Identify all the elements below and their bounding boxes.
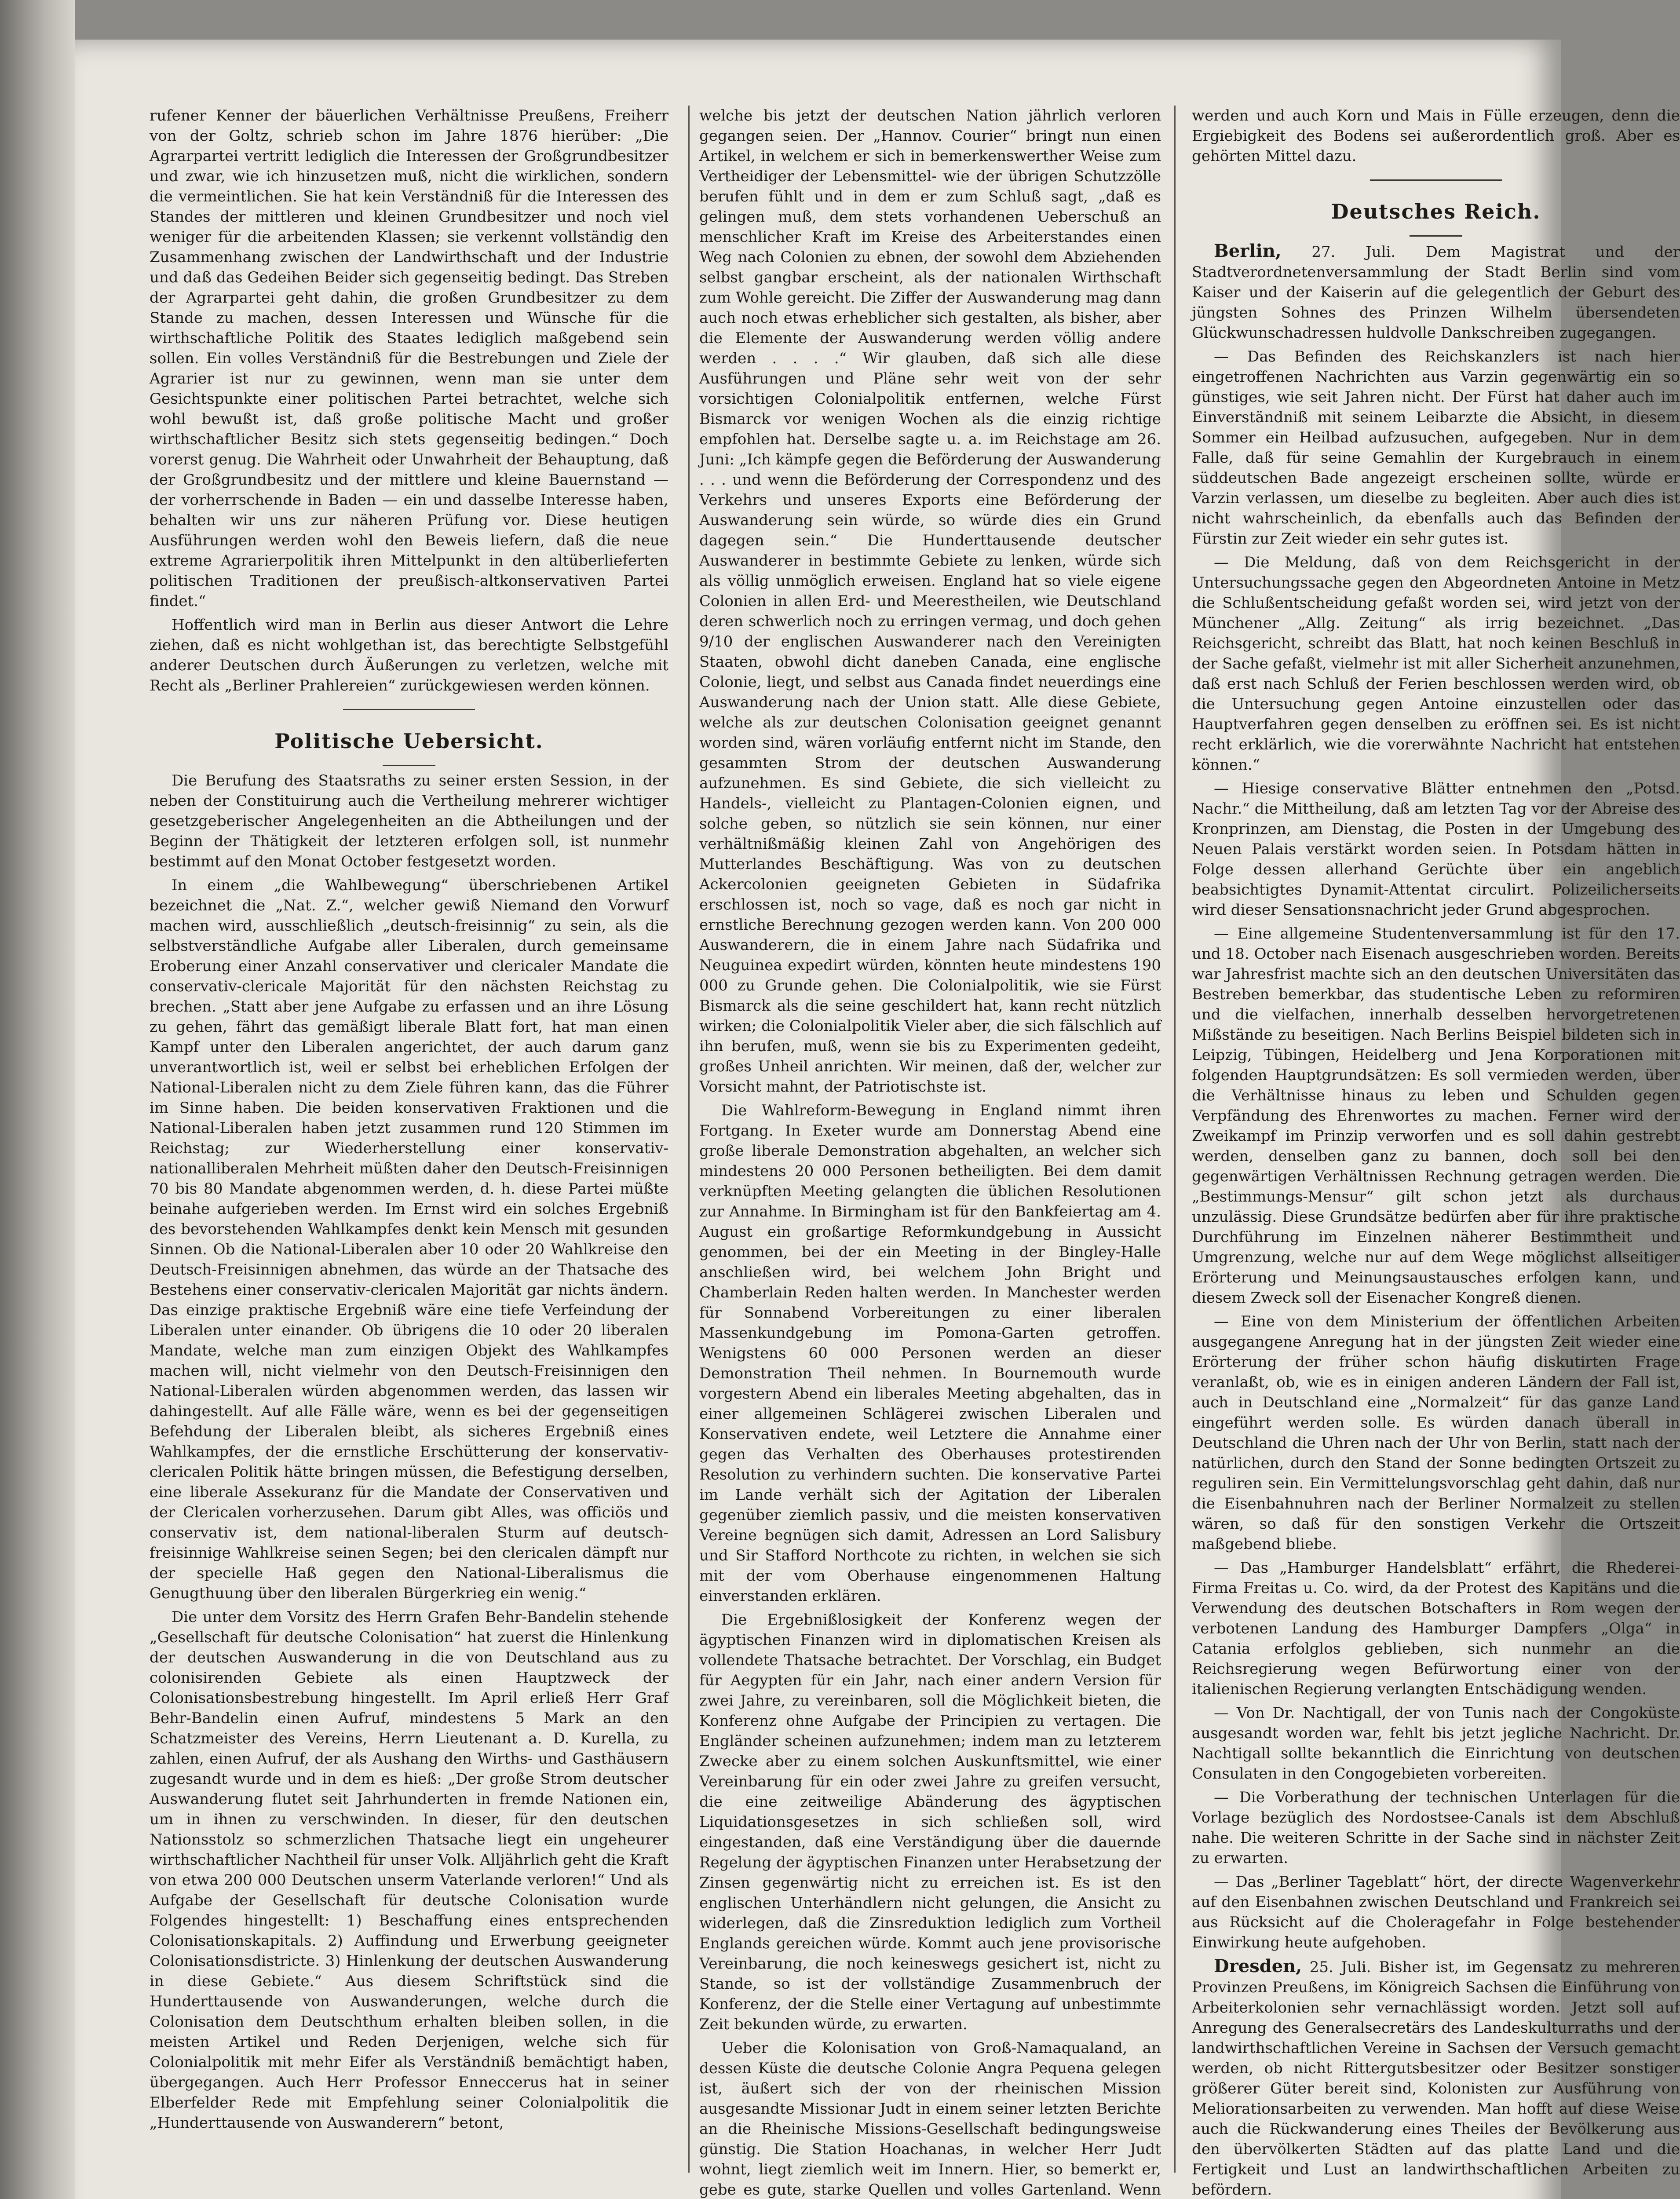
column-right (1192, 106, 1680, 2199)
dateline-place: Berlin, (1214, 241, 1282, 261)
column-left (150, 106, 668, 2173)
article-paragraph: — Die Vorberathung der technischen Unterlagen für die Vorlage bezüglich des Nordostsee-Canals ist dem Abschluß nahe. Die weiteren Schritte in der Sache sind in nächster Zeit zu erwarten. (1192, 1789, 1680, 1867)
article-paragraph: — Eine von dem Ministerium der öffentlichen Arbeiten ausgegangene Anregung hat in der jüngsten Zeit wieder eine Erörterung der früher schon häufig diskutirten Frage veranlaßt, ob, wie es in einigen anderen Ländern der Fall ist, auch in Deutschland eine „Normalzeit“ für das ganze Land eingeführt werden solle. Es würden danach überall in Deutschland die Uhren nach der Uhr von Berlin, statt nach der natürlichen, durch den Stand der Sonne bedingten Ortszeit zu reguliren sein. Ein Vermittelungsvorschlag geht dahin, daß nur die Eisenbahnuhren nach der Berliner Normalzeit zu stellen wären, so daß für den sonstigen Verkehr die Ortszeit maßgebend bliebe. (1192, 1313, 1680, 1553)
dateline-place: Dresden, (1214, 1956, 1302, 1976)
column-rule (1174, 106, 1176, 2173)
article-paragraph: werden und auch Korn und Mais in Fülle erzeugen, denn die Ergiebigkeit des Bodens sei außerordentlich groß. Aber es gehörten Mittel dazu. (1192, 107, 1680, 165)
section-divider (383, 765, 435, 766)
article-paragraph: Hoffentlich wird man in Berlin aus dieser Antwort die Lehre ziehen, daß es nicht wohlgethan ist, das berechtigte Selbstgefühl anderer Deutschen durch Äußerungen zu verletzen, welche mit Recht als „Berliner Prahlereien“ zurückgewiesen werden können. (150, 616, 668, 694)
article-paragraph: rufener Kenner der bäuerlichen Verhältnisse Preußens, Freiherr von der Goltz, schrieb schon im Jahre 1876 hierüber: „Die Agrarpartei vertritt lediglich die Interessen der Großgrundbesitzer und zwar, wie ich hinzusetzen muß, nicht die wirklichen, sondern die vermeintlichen. Sie hat kein Verständniß für die Interessen des Standes der mittleren und kleinen Grundbesitzer und noch viel weniger für die arbeitenden Klassen; sie verkennt vollständig den Zusammenhang zwischen der Landwirthschaft und der Industrie und daß das Gedeihen Beider sich gegenseitig bedingt. Das Streben der Agrarpartei geht dahin, die großen Grundbesitzer zu dem Stande zu machen, dessen Interessen und Wünsche für die wirthschaftliche Politik des Staates lediglich maßgebend sein sollen. Ein volles Verständniß für die Bestrebungen und Ziele der Agrarier ist nur zu gewinnen, wenn man sie unter dem Gesichtspunkte einer politischen Partei betrachtet, welche sich wohl bewußt ist, daß große politische Macht und großer wirthschaftlicher Besitz sich stets gegenseitig bedingen.“ Doch vorerst genug. Die Wahrheit oder Unwahrheit der Behauptung, daß der Großgrundbesitz und der mittlere und kleine Bauernstand — der vorherrschende in Baden — ein und dasselbe Interesse haben, behalten wir uns zur näheren Prüfung vor. Diese heutigen Ausführungen werden wohl den Beweis liefern, daß die neue extreme Agrarierpolitik ihren Mittelpunkt in den altüberlieferten politischen Traditionen der preußisch-altkonservativen Partei findet.“ (150, 107, 668, 610)
article-paragraph: — Das „Hamburger Handelsblatt“ erfährt, die Rhederei-Firma Freitas u. Co. wird, da der Protest des Kapitäns und die Verwendung des deutschen Botschafters in Rom wegen der verbotenen Landung des Hamburger Dampfers „Olga“ in Catania erfolglos geblieben, sich nunmehr an die Reichsregierung wegen Befürwortung einer von der italienischen Regierung verlangten Entschädigung wenden. (1192, 1559, 1680, 1698)
section-heading: Deutsches Reich. (1331, 200, 1541, 223)
section-divider (1410, 235, 1462, 237)
column-rule (688, 106, 690, 2173)
book-binding (0, 0, 75, 2199)
article-paragraph: — Das „Berliner Tageblatt“ hört, der directe Wagenverkehr auf den Eisenbahnen zwischen Deutschland und Frankreich sei aus Rücksicht auf die Choleragefahr in Folge bestehender Einwirkung heute aufgehoben. (1192, 1873, 1680, 1951)
article-paragraph: welche bis jetzt der deutschen Nation jährlich verloren gegangen seien. Der „Hannov. Courier“ bringt nun einen Artikel, in welchem er sich in bemerkenswerther Weise zum Vertheidiger der Lebensmittel- wie der übrigen Schutzzölle berufen fühlt und in dem er zum Schluß sagt, „daß es gelingen muß, dem stets vorhandenen Ueberschuß an menschlicher Kraft im Kreise des Arbeiterstandes einen Weg nach Colonien zu ebnen, der sowohl dem Abziehenden selbst gangbar erscheint, als der nationalen Wirthschaft zum Wohle gereicht. Die Ziffer der Auswanderung mag dann auch noch etwas erheblicher sich gestalten, als bisher, aber die Elemente der Auswanderung werden völlig andere werden . . . .“ Wir glauben, daß sich alle diese Ausführungen und Pläne sehr weit von der sehr vorsichtigen Colonialpolitik entfernen, welche Fürst Bismarck vor wenigen Wochen als die einzig richtige empfohlen hat. Derselbe sagte u. a. im Reichstage am 26. Juni: „Ich kämpfe gegen die Beförderung der Auswanderung . . . und wenn die Beförderung der Correspondenz und des Verkehrs und unseres Exports eine Beförderung der Auswanderung sein würde, so würde dies ein Grund dagegen sein.“ Die Hunderttausende deutscher Auswanderer in bestimmte Gebiete zu lenken, würde sich als völlig unmöglich erweisen. England hat so viele eigene Colonien in allen Erd- und Meerestheilen, wie Deutschland deren schwerlich noch zu erringen vermag, und doch gehen 9/10 der englischen Auswanderer nach den Vereinigten Staaten, obwohl dicht daneben Canada, eine englische Colonie, liegt, und selbst aus Canada findet neuerdings eine Auswanderung nach der Union statt. Alle diese Gebiete, welche als zur deutschen Colonisation geeignet genannt worden sind, wären vorläufig entfernt nicht im Stande, den gesammten Strom der deutschen Auswanderung aufzunehmen. Es sind Gebiete, die sich vielleicht zu Handels-, vielleicht zu Plantagen-Colonien eignen, und solche geben, so nützlich sie sein können, nur einer verhältnißmäßig kleinen Zahl von Angehörigen des Mutterlandes Beschäftigung. Was von zu deutschen Ackercolonien geeigneten Gebieten in Südafrika erschlossen ist, noch so vage, daß es noch gar nicht in ernstliche Berechnung gezogen werden kann. Von 200 000 Auswanderern, die in einem Jahre nach Südafrika und Neuguinea expedirt würden, könnten heute mindestens 190 000 zu Grunde gehen. Die Colonialpolitik, wie sie Fürst Bismarck als die seine geschildert hat, kann recht nützlich wirken; die Colonialpolitik Vieler aber, die sich fälschlich auf ihn berufen, muß, wenn sie bis zu Experimenten gedeiht, großes Unheil anrichten. Wir meinen, daß der, welcher zur Vorsicht mahnt, der Patriotischste ist. (699, 107, 1161, 1096)
section-heading: Politische Uebersicht. (274, 729, 544, 753)
dateline-paragraph (1192, 1956, 1680, 2199)
article-paragraph: Ueber die Kolonisation von Groß-Namaqualand, an dessen Küste die deutsche Colonie Angra Pequena gelegen ist, äußert sich der von der rheinischen Mission ausgesandte Missionar Judt in einem seiner letzten Berichte an die Rheinische Missions-Gesellschaft bedingungsweise günstig. Die Station Hoachanas, in welcher Herr Judt wohnt, liegt ziemlich weit im Innern. Hier, so bemerkt er, gebe es gute, starke Quellen und volles Gartenland. Wenn (699, 2039, 1161, 2199)
article-paragraph: In einem „die Wahlbewegung“ überschriebenen Artikel bezeichnet die „Nat. Z.“, welcher gewiß Niemand den Vorwurf machen wird, ausschließlich „deutsch-freisinnig“ zu sein, als die selbstverständliche Aufgabe aller Liberalen, durch gemeinsame Eroberung einer Anzahl conservativer und clericaler Mandate die conservativ-clericale Majorität für den nächsten Reichstag zu brechen. „Statt aber jene Aufgabe zu erfassen und an ihre Lösung zu gehen, fährt das gemäßigt liberale Blatt fort, hat man einen Kampf unter den Liberalen angerichtet, der auch darum ganz unverantwortlich ist, weil er selbst bei erheblichen Erfolgen der National-Liberalen nicht zu dem Ziele führen kann, das die Führer im Sinne haben. Die beiden konservativen Fraktionen und die National-Liberalen haben jetzt zusammen rund 120 Stimmen im Reichstag; zur Wiederherstellung einer konservativ-nationalliberalen Mehrheit müßten daher den Deutsch-Freisinnigen 70 bis 80 Mandate abgenommen werden, d. h. diese Partei müßte beinahe aufgerieben werden. Im Ernst wird ein solches Ergebniß des bevorstehenden Wahlkampfes denkt kein Mensch mit gesunden Sinnen. Ob die National-Liberalen aber 10 oder 20 Wahlkreise den Deutsch-Freisinnigen abnehmen, das würde an der Thatsache des Bestehens einer conservativ-clericalen Majorität gar nichts ändern. Das einzige praktische Ergebniß wäre eine tiefe Verfeindung der Liberalen unter einander. Ob übrigens die 10 oder 20 liberalen Mandate, welche man zum einzigen Objekt des Wahlkampfes machen will, nicht vielmehr von den Deutsch-Freisinnigen den National-Liberalen würden abgenommen werden, das lassen wir dahingestellt. Auf alle Fälle wäre, wenn es bei der gegenseitigen Befehdung der Liberalen bleibt, als sicheres Ergebniß eines Wahlkampfes, der die ernstliche Erschütterung der konservativ-clericalen Politik hätte bringen müssen, die Befestigung derselben, eine liberale Assekuranz für die Mandate der Conservativen und der Clericalen vorherzusehen. Darum gibt Alles, was officiös und conservativ ist, dem national-liberalen Sturm auf deutsch-freisinnige Wahlkreise seinen Segen; bei den clericalen dämpft nur der specielle Haß gegen den National-Liberalismus die Genugthuung über den liberalen Bürgerkrieg ein wenig.“ (150, 877, 668, 1602)
article-paragraph: — Eine allgemeine Studentenversammlung ist für den 17. und 18. October nach Eisenach ausgeschrieben worden. Bereits war Jahresfrist machte sich an den deutschen Universitäten das Bestreben bemerkbar, das studentische Leben zu reformiren und die vielfachen, innerhalb desselben hervorgetretenen Mißstände zu beseitigen. Nach Berlins Beispiel bildeten sich in Leipzig, Tübingen, Heidelberg und Jena Korporationen mit folgenden Hauptgrundsätzen: Es soll vermieden werden, über die Verhältnisse hinaus zu leben und Schulden gegen Verpfändung des Ehrenwortes zu machen. Ferner wird der Zweikampf im Prinzip verworfen und es soll dahin gestrebt werden, denselben ganz zu bannen, doch soll bei den gegenwärtigen Verhältnissen Rechnung getragen werden. Die „Bestimmungs-Mensur“ gilt schon jetzt als durchaus unzulässig. Diese Grundsätze bedürfen aber für ihre praktische Durchführung im Einzelnen näherer Bestimmtheit und Umgrenzung, welche nur auf dem Wege möglichst allseitiger Erörterung und Meinungsaustausches erfolgen kann, und diesem Zweck soll der Eisenacher Kongreß dienen. (1192, 925, 1680, 1307)
dateline-paragraph (1192, 241, 1680, 343)
article-paragraph: — Von Dr. Nachtigall, der von Tunis nach der Congoküste ausgesandt worden war, fehlt bis jetzt jegliche Nachricht. Dr. Nachtigall sollte bekanntlich die Einrichtung von deutschen Consulaten in den Congogebieten vorbereiten. (1192, 1704, 1680, 1783)
article-paragraph: Die Berufung des Staatsraths zu seiner ersten Session, in der neben der Constituirung auch die Vertheilung mehrerer wichtiger gesetzgeberischer Angelegenheiten an die Abtheilungen und der Beginn der Thätigkeit der letzteren erfolgen soll, ist nunmehr bestimmt auf den Monat October festgesetzt worden. (150, 772, 668, 870)
section-divider (343, 709, 475, 710)
dateline-text: 25. Juli. Bisher ist, im Gegensatz zu mehreren Provinzen Preußens, im Königreich Sachsen die Einführung von Arbeiterkolonien sehr vernachlässigt worden. Jetzt soll auf Anregung des Generalsecretärs des Landeskulturraths und der landwirthschaftlichen Vereine in Sachsen der Versuch gemacht werden, ob nicht Rittergutsbesitzer oder Besitzer sonstiger größerer Güter bereit sind, Kolonisten zur Ausführung von Meliorationsarbeiten zu verwenden. Man hofft auf diese Weise auch die Rückwanderung eines Theiles der Bevölkerung aus den übervölkerten Städten auf das platte Land und die Fertigkeit und Lust an landwirthschaftlichen Arbeiten zu befördern. (1192, 1958, 1680, 2199)
section-divider (1370, 179, 1502, 181)
newspaper-page (75, 40, 1680, 2199)
column-middle (699, 106, 1161, 2199)
article-paragraph: Die Ergebnißlosigkeit der Konferenz wegen der ägyptischen Finanzen wird in diplomatischen Kreisen als vollendete Thatsache betrachtet. Der Vorschlag, ein Budget für Aegypten für ein Jahr, nach einer andern Version für zwei Jahre, zu vereinbaren, soll die Möglichkeit bieten, die Konferenz ohne Aufgabe der Principien zu vertagen. Die Engländer scheinen aufzunehmen; indem man zu letzterem Zwecke aber zu einem solchen Auskunftsmittel, wie einer Vereinbarung für ein oder zwei Jahre zu greifen versucht, die eine zeitweilige Abänderung des ägyptischen Liquidationsgesetzes in sich schließen soll, wird eingestanden, daß eine Verständigung über die dauernde Regelung der ägyptischen Finanzen unter Herabsetzung der Zinsen gegenwärtig nicht zu erreichen ist. Es ist den englischen Unterhändlern nicht gelungen, die Ansicht zu widerlegen, daß die Zinsreduktion lediglich zum Vortheil Englands gereichen würde. Kommt auch jene provisorische Vereinbarung, die noch keineswegs gesichert ist, nicht zu Stande, so ist der vollständige Zusammenbruch der Konferenz, der die Stelle einer Vertagung auf unbestimmte Zeit bekunden würde, zu erwarten. (699, 1611, 1161, 2033)
article-paragraph: — Hiesige conservative Blätter entnehmen den „Potsd. Nachr.“ die Mittheilung, daß am letzten Tag vor der Abreise des Kronprinzen, am Dienstag, die Posten in der Umgebung des Neuen Palais verstärkt worden seien. In Potsdam hätten in Folge dessen allerhand Gerüchte über ein angeblich beabsichtigtes Dynamit-Attentat circulirt. Polizeilicherseits wird dieser Sensationsnachricht jeder Grund abgesprochen. (1192, 780, 1680, 919)
article-paragraph: Die Wahlreform-Bewegung in England nimmt ihren Fortgang. In Exeter wurde am Donnerstag Abend eine große liberale Demonstration abgehalten, an welcher sich mindestens 20 000 Personen betheiligten. Bei dem damit verknüpften Meeting gelangten die üblichen Resolutionen zur Annahme. In Birmingham ist für den Bankfeiertag am 4. August ein großartige Reformkundgebung in Aussicht genommen, bei der ein Meeting in der Bingley-Halle anschließen wird, bei welchem John Bright und Chamberlain Reden halten werden. In Manchester werden für Sonnabend Vorbereitungen zu einer liberalen Massenkundgebung im Pomona-Garten getroffen. Wenigstens 60 000 Personen werden an dieser Demonstration Theil nehmen. In Bournemouth wurde vorgestern Abend ein liberales Meeting abgehalten, das in einer allgemeinen Schlägerei zwischen Liberalen und Konservativen endete, weil Letztere die Annahme einer gegen das Verhalten des Oberhauses protestirenden Resolution zu verhindern suchten. Die konservative Partei im Lande verhält sich der Agitation der Liberalen gegenüber ziemlich passiv, und die meisten konservativen Vereine begnügen sich damit, Adressen an Lord Salisbury und Sir Stafford Northcote zu richten, in welchen sie sich mit der vom Oberhause eingenommenen Haltung einverstanden erklären. (699, 1102, 1161, 1605)
article-paragraph: Die unter dem Vorsitz des Herrn Grafen Behr-Bandelin stehende „Gesellschaft für deutsche Colonisation“ hat zuerst die Hinlenkung der deutschen Auswanderung in die von Deutschland aus zu colonisirenden Gebiete als einen Hauptzweck der Colonisationsbestrebung hingestellt. Im April erließ Herr Graf Behr-Bandelin einen Aufruf, mindestens 5 Mark an den Schatzmeister des Vereins, Herrn Lieutenant a. D. Kurella, zu zahlen, einen Aufruf, der als Aushang den Wirths- und Gasthäusern zugesandt wurde und in dem es hieß: „Der große Strom deutscher Auswanderung flutet seit Jahrhunderten in fremde Nationen ein, um in ihnen zu verschwinden. In dieser, für den deutschen Nationsstolz so schmerzlichen Thatsache liegt ein ungeheurer wirthschaftlicher Nachtheil für unser Volk. Alljährlich geht die Kraft von etwa 200 000 Deutschen unserm Vaterlande verloren!“ Und als Aufgabe der Gesellschaft für deutsche Colonisation wurde Folgendes hingestellt: 1) Beschaffung eines entsprechenden Colonisationskapitals. 2) Auffindung und Erwerbung geeigneter Colonisationsdistricte. 3) Hinlenkung der deutschen Auswanderung in diese Gebiete.“ Aus diesem Schriftstück sind die Hunderttausende von Auswanderungen, welche durch die Colonisation dem Deutschthum erhalten bleiben sollen, in die meisten Artikel und Reden Derjenigen, welche sich für Colonialpolitik mit mehr Eifer als Verständniß bemächtigt haben, übergegangen. Auch Herr Professor Enneccerus hat in seiner Elberfelder Rede mit Empfehlung seiner Colonialpolitik die „Hunderttausende von Auswanderern“ betont, (150, 1608, 668, 2132)
article-paragraph: — Die Meldung, daß von dem Reichsgericht in der Untersuchungssache gegen den Abgeordneten Antoine in Metz die Schlußentscheidung gefaßt worden sei, wird jetzt von der Münchener „Allg. Zeitung“ als irrig bezeichnet. „Das Reichsgericht, schreibt das Blatt, hat noch keinen Beschluß in der Sache gefaßt, vielmehr ist mit aller Sicherheit anzunehmen, daß erst nach Schluß der Ferien beschlossen werden wird, ob die Untersuchung gegen Antoine einzustellen oder das Hauptverfahren gegen denselben zu eröffnen sei. Es ist nicht recht erklärlich, wie die vorerwähnte Nachricht hat entstehen können.“ (1192, 554, 1680, 774)
dateline-text: 27. Juli. Dem Magistrat und der Stadtverordnetenversammlung der Stadt Berlin sind vom Kaiser und der Kaiserin auf die gelegentlich der Geburt des jüngsten Sohnes des Prinzen Wilhelm übersendeten Glückwunschadressen huldvolle Dankschreiben zugegangen. (1192, 243, 1680, 342)
article-paragraph: — Das Befinden des Reichskanzlers ist nach hier eingetroffenen Nachrichten aus Varzin gegenwärtig ein so günstiges, wie seit Jahren nicht. Der Fürst hat daher auch im Einverständniß mit seinem Leibarzte die Absicht, in diesem Sommer ein Heilbad aufzusuchen, aufgegeben. Nur in dem Falle, daß für seine Gemahlin der Kurgebrauch in einem süddeutschen Bade angezeigt erscheinen sollte, würde er Varzin verlassen, um dieselbe zu begleiten. Aber auch dies ist nicht wahrscheinlich, da ebenfalls auch das Befinden der Fürstin zur Zeit wieder ein sehr gutes ist. (1192, 348, 1680, 548)
